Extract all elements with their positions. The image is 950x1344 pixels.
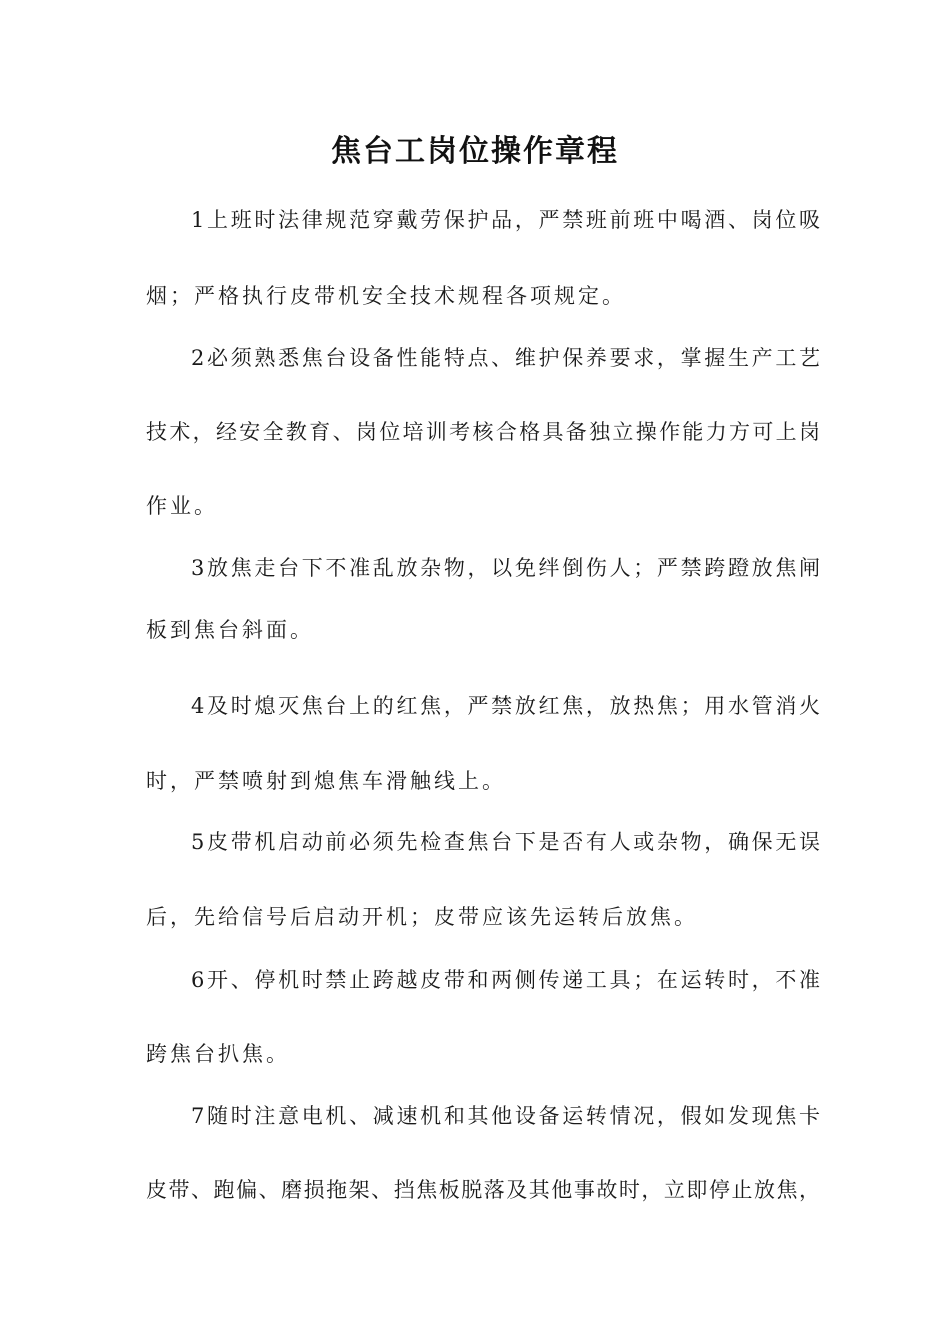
- rule-5-line-2: 后，先给信号后启动开机；皮带应该先运转后放焦。: [146, 905, 698, 929]
- rule-3-line-2: 板到焦台斜面。: [146, 618, 314, 642]
- rule-7-line-1: 7随时注意电机、减速机和其他设备运转情况，假如发现焦卡: [191, 1104, 820, 1128]
- rule-7-line-2: 皮带、跑偏、磨损拖架、挡焦板脱落及其他事故时，立即停止放焦，: [146, 1178, 820, 1202]
- rule-6-line-1: 6开、停机时禁止跨越皮带和两侧传递工具；在运转时，不准: [191, 968, 820, 992]
- rule-1-line-2: 烟；严格执行皮带机安全技术规程各项规定。: [146, 284, 626, 308]
- rule-2-line-1: 2必须熟悉焦台设备性能特点、维护保养要求，掌握生产工艺: [191, 346, 820, 370]
- rule-5-line-1: 5皮带机启动前必须先检查焦台下是否有人或杂物，确保无误: [191, 830, 820, 854]
- rule-2-line-2: 技术，经安全教育、岗位培训考核合格具备独立操作能力方可上岗: [146, 420, 820, 444]
- rule-1-line-1: 1上班时法律规范穿戴劳保护品，严禁班前班中喝酒、岗位吸: [191, 208, 820, 232]
- rule-2-line-3: 作业。: [146, 494, 218, 518]
- document-title: 焦台工岗位操作章程: [331, 134, 619, 169]
- rule-4-line-1: 4及时熄灭焦台上的红焦，严禁放红焦，放热焦；用水管消火: [191, 694, 820, 718]
- rule-3-line-1: 3放焦走台下不准乱放杂物，以免绊倒伤人；严禁跨蹬放焦闸: [191, 556, 820, 580]
- rule-6-line-2: 跨焦台扒焦。: [146, 1042, 290, 1066]
- rule-4-line-2: 时，严禁喷射到熄焦车滑触线上。: [146, 769, 506, 793]
